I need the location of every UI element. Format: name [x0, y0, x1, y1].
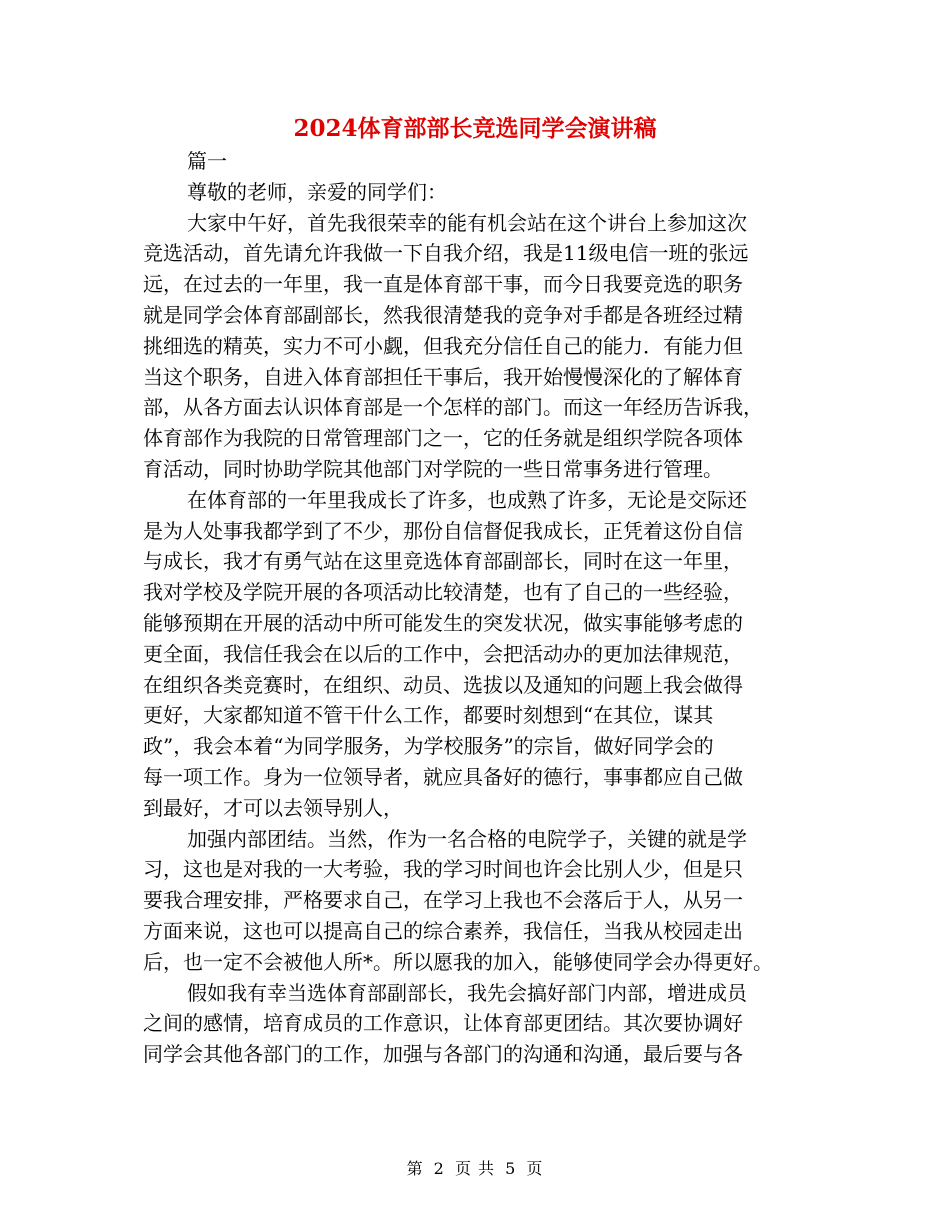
text-line: 习，这也是对我的一大考验，我的学习时间也许会比别人少，但是只 [143, 857, 743, 882]
text-line: 更全面，我信任我会在以后的工作中，会把活动办的更加法律规范， [143, 641, 743, 666]
text-line: 同学会其他各部门的工作，加强与各部门的沟通和沟通，最后要与各 [143, 1042, 743, 1067]
text-line: 与成长，我才有勇气站在这里竞选体育部副部长，同时在这一年里， [143, 549, 743, 574]
text-line: 挑细选的精英，实力不可小觑，但我充分信任自己的能力．有能力但 [143, 333, 743, 358]
text-line: 当这个职务，自进入体育部担任干事后，我开始慢慢深化的了解体育 [143, 364, 743, 389]
text-line: 我对学校及学院开展的各项活动比较清楚，也有了自己的一些经验， [143, 580, 743, 605]
page-label-suffix: 页 [526, 1159, 544, 1178]
document-body [143, 146, 823, 1070]
page-label-prefix: 第 [406, 1159, 424, 1178]
text-line: 育活动，同时协助学院其他部门对学院的一些日常事务进行管理。 [143, 456, 723, 481]
text-line: 要我合理安排，严格要求自己，在学习上我也不会落后于人，从另一 [143, 888, 743, 913]
text-line: 在组织各类竞赛时，在组织、动员、选拔以及通知的问题上我会做得 [143, 672, 743, 697]
text-line: 就是同学会体育部副部长，然我很清楚我的竞争对手都是各班经过精 [143, 302, 743, 327]
text-line: 到最好，才可以去领导别人， [143, 795, 403, 820]
text-line: 尊敬的老师，亲爱的同学们： [187, 179, 447, 204]
text-line: 方面来说，这也可以提高自己的综合素养，我信任，当我从校园走出 [143, 918, 743, 943]
text-line: 篇一 [187, 149, 227, 173]
text-line: 后，也一定不会被他人所*。所以愿我的加入，能够使同学会办得更好。 [143, 949, 773, 974]
text-line: 每一项工作。身为一位领导者，就应具备好的德行，事事都应自己做 [143, 764, 743, 789]
text-line: 在体育部的一年里我成长了许多，也成熟了许多，无论是交际还 [187, 487, 747, 512]
text-line: 大家中午好，首先我很荣幸的能有机会站在这个讲台上参加这次 [187, 210, 747, 235]
text-line: 部，从各方面去认识体育部是一个怎样的部门。而这一年经历告诉我， [143, 395, 763, 420]
page-current-number: 2 [433, 1159, 445, 1178]
page-label-mid: 页 共 [454, 1159, 496, 1178]
text-line: 是为人处事我都学到了不少，那份自信督促我成长，正凭着这份自信 [143, 518, 743, 543]
page-footer [0, 1156, 950, 1179]
document-title: 2024体育部部长竞选同学会演讲稿 [293, 115, 657, 142]
text-line: 竞选活动，首先请允许我做一下自我介绍，我是11级电信一班的张远 [143, 241, 749, 266]
text-line: 更好，大家都知道不管干什么工作，都要时刻想到“在其位，谋其 [143, 703, 714, 728]
text-line: 假如我有幸当选体育部副部长，我先会搞好部门内部，增进成员 [187, 980, 747, 1005]
text-line: 能够预期在开展的活动中所可能发生的突发状况，做实事能够考虑的 [143, 610, 743, 635]
text-line: 政”，我会本着“为同学服务，为学校服务”的宗旨，做好同学会的 [143, 734, 714, 759]
text-line: 之间的感情，培育成员的工作意识，让体育部更团结。其次要协调好 [143, 1011, 743, 1036]
text-line: 体育部作为我院的日常管理部门之一，它的任务就是组织学院各项体 [143, 426, 743, 451]
page-total-number: 5 [505, 1159, 517, 1178]
text-line: 加强内部团结。当然，作为一名合格的电院学子，关键的就是学 [187, 826, 747, 851]
text-line: 远，在过去的一年里，我一直是体育部干事，而今日我要竞选的职务 [143, 272, 743, 297]
